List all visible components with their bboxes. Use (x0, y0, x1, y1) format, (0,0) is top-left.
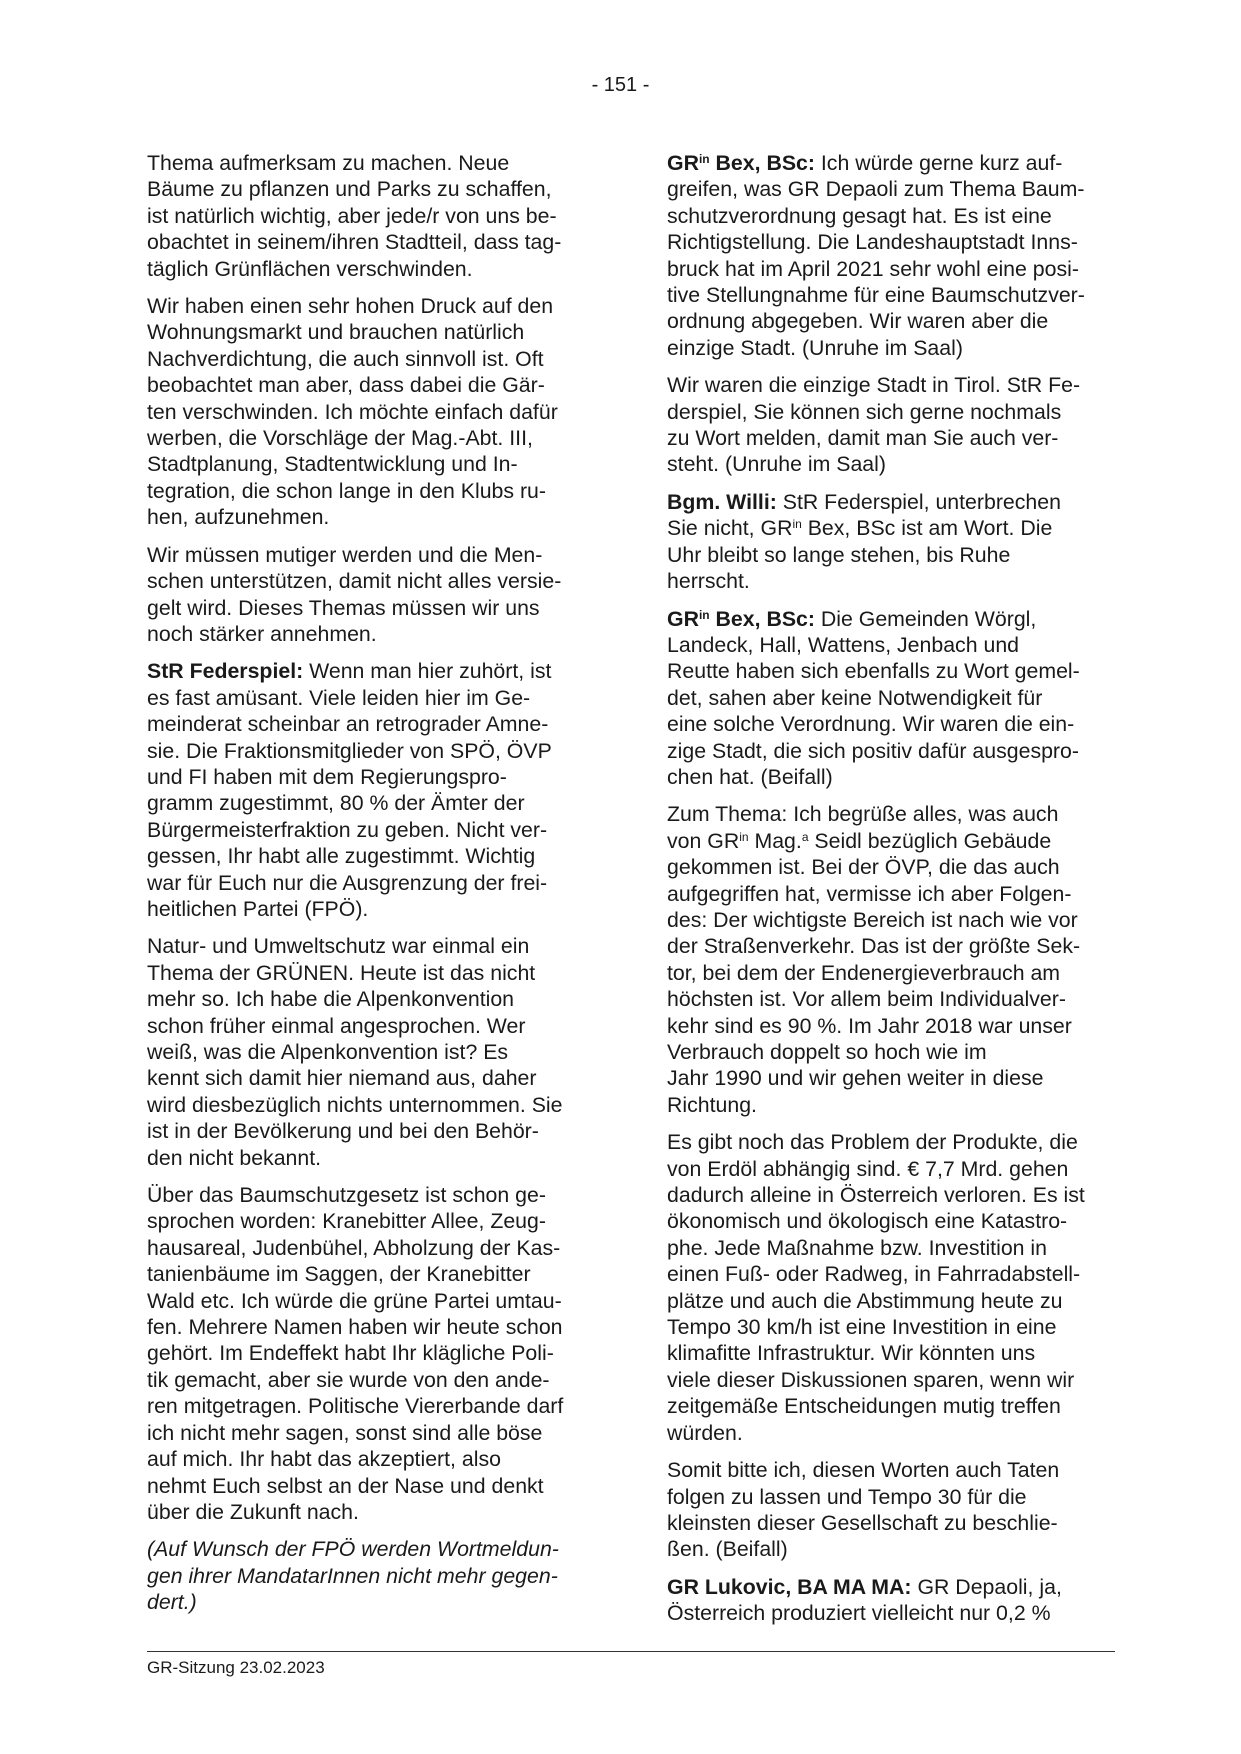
paragraph: Wir haben einen sehr hohen Druck auf den Wohnungsmarkt und brauchen natürlich Nachverdichtung, die auch sinnvoll ist. Oft beobachtet man aber, dass dabei die Gär- ten verschwinden. Ich möchte einfach dafür werben, die Vorschläge der Mag.-Abt. III, Stadtplanung, Stadtentwicklung und In- tegration, die schon lange in den Klubs ru- hen, aufzunehmen. (147, 294, 558, 530)
speaker-title: GR (667, 606, 699, 631)
speaker-name: Bgm. Willi: (667, 489, 777, 514)
speech-text: StR Federspiel, unterbrechen Sie nicht, GR (667, 489, 1061, 541)
paragraph (667, 801, 1115, 1118)
speech-text: Wenn man hier zuhört, ist es fast amüsant. Viele leiden hier im Ge- meinderat scheinbar an retrograder Amne- sie. Die Fraktionsmitglieder von SPÖ, ÖVP und FI haben mit dem Regierungspro- gramm zugestimmt, 80 % der Ämter der Bürgermeisterfraktion zu geben. Nicht ver- gessen, Ihr habt alle zugestimmt. Wichtig war für Euch nur die Ausgrenzung der frei- heitlichen Partei (FPÖ). (147, 659, 552, 921)
speech-text: Zum Thema: Ich begrüße alles, was auch von GR (667, 802, 1059, 853)
speaker-surname: Bex, BSc: (709, 606, 815, 631)
footer-divider (147, 1651, 1115, 1652)
speech-text: Ich würde gerne kurz auf- greifen, was GR Depaoli zum Thema Baum- schutzverordnung gesagt hat. Es ist eine Richtigstellung. Die Landeshauptstadt Inns- bruck hat im April 2021 sehr wohl eine posi- tive Stellungnahme für eine Baumschutzver- ordnung abgegeben. Wir waren aber die einzige Stadt. (Unruhe im Saal) (667, 151, 1085, 360)
speech-text: Seidl bezüglich Gebäude gekommen ist. Bei der ÖVP, die das auch aufgegriffen hat, vermisse ich aber Folgen- des: Der wichtigste Bereich ist nach wie vor der Straßenverkehr. Das ist der größte Sek- tor, bei dem der Endenergieverbrauch am höchsten ist. Vor allem beim Individualver- kehr sind es 90 %. Im Jahr 2018 war unser Verbrauch doppelt so hoch wie im Jahr 1990 und wir gehen weiter in diese Richtung. (667, 828, 1081, 1117)
speaker-title: GR (667, 151, 699, 175)
paragraph (667, 1574, 1115, 1627)
superscript: in (698, 152, 710, 166)
speaker-name: GR Lukovic, BA MA MA: (667, 1574, 912, 1599)
superscript: in (698, 607, 710, 622)
right-column (667, 150, 1115, 1638)
left-column (147, 150, 595, 1627)
paragraph: Natur- und Umweltschutz war einmal ein Thema der GRÜNEN. Heute ist das nicht mehr so. Ich habe die Alpenkonvention schon früher einmal angesprochen. Wer weiß, was die Alpenkonvention ist? Es kennt sich damit hier niemand aus, daher wird diesbezüglich nichts unternommen. Sie ist in der Bevölkerung und bei den Behör- den nicht bekannt. (147, 934, 563, 1170)
paragraph: Es gibt noch das Problem der Produkte, die von Erdöl abhängig sind. € 7,7 Mrd. gehen dadurch alleine in Österreich verloren. Es ist ökonomisch und ökologisch eine Katastro- phe. Jede Maßnahme bzw. Investition in einen Fuß- oder Radweg, in Fahrradabstell- plätze und auch die Abstimmung heute zu Tempo 30 km/h ist eine Investition in eine klimafitte Infrastruktur. Wir könnten uns viele dieser Diskussionen sparen, wenn wir zeitgemäße Entscheidungen mutig treffen würden. (667, 1130, 1085, 1445)
paragraph: Wir müssen mutiger werden und die Men- schen unterstützen, damit nicht alles versie- gelt wird. Dieses Themas müssen wir uns noch stärker annehmen. (147, 542, 562, 646)
speaker-name (667, 151, 815, 175)
paragraph (667, 489, 1115, 595)
footer-text: GR-Sitzung 23.02.2023 (147, 1658, 325, 1677)
speaker-surname: Bex, BSc: (709, 151, 815, 175)
speaker-name (667, 607, 815, 631)
paragraph: Wir waren die einzige Stadt in Tirol. StR Fe- derspiel, Sie können sich gerne nochmals zu Wort melden, damit man Sie auch ver- steht. (Unruhe im Saal) (667, 373, 1081, 477)
paragraph (667, 606, 1115, 791)
speech-text: Bex, BSc ist am Wort. Die Uhr bleibt so lange stehen, bis Ruhe herrscht. (667, 516, 1053, 594)
paragraph: Thema aufmerksam zu machen. Neue Bäume zu pflanzen und Parks zu schaffen, ist natürlich wichtig, aber jede/r von uns be- obachtet in seinem/ihren Stadtteil, dass tag- täglich Grünflächen verschwinden. (147, 151, 562, 281)
speech-text: Die Gemeinden Wörgl, Landeck, Hall, Wattens, Jenbach und Reutte haben sich ebenfalls zu Wort gemel- det, sahen aber keine Notwendigkeit für eine solche Verordnung. Wir waren die ein- zige Stadt, die sich positiv dafür ausgespro- chen hat. (Beifall) (667, 606, 1080, 789)
speech-text: GR Depaoli, ja, Österreich produziert vielleicht nur 0,2 % (667, 1574, 1062, 1626)
paragraph: Somit bitte ich, diesen Worten auch Taten folgen zu lassen und Tempo 30 für die kleinsten dieser Gesellschaft zu beschlie- ßen. (Beifall) (667, 1458, 1060, 1562)
paragraph (667, 150, 1115, 361)
paragraph (147, 658, 595, 922)
paragraph: Über das Baumschutzgesetz ist schon ge- sprochen worden: Kranebitter Allee, Zeug- hausareal, Judenbühel, Abholzung der Kas- tanienbäume im Saggen, der Kranebitter Wald etc. Ich würde die grüne Partei umtau- fen. Mehrere Namen haben wir heute schon gehört. Im Endeffekt habt Ihr klägliche Poli- tik gemacht, aber sie wurde von den ande- ren mitgetragen. Politische Viererbande darf ich nicht mehr sagen, sonst sind alle böse auf mich. Ihr habt das akzeptiert, also nehmt Euch selbst an der Nase und denkt über die Zukunft nach. (147, 1183, 564, 1524)
superscript: in (792, 517, 802, 532)
speaker-name: StR Federspiel: (147, 659, 304, 684)
superscript: in (739, 829, 749, 844)
superscript: a (801, 829, 809, 844)
editorial-note: (Auf Wunsch der FPÖ werden Wortmeldun- gen ihrer MandatarInnen nicht mehr gegen- dert.) (147, 1537, 559, 1615)
page-number: - 151 - (591, 74, 650, 96)
speech-text: Mag. (748, 828, 802, 853)
